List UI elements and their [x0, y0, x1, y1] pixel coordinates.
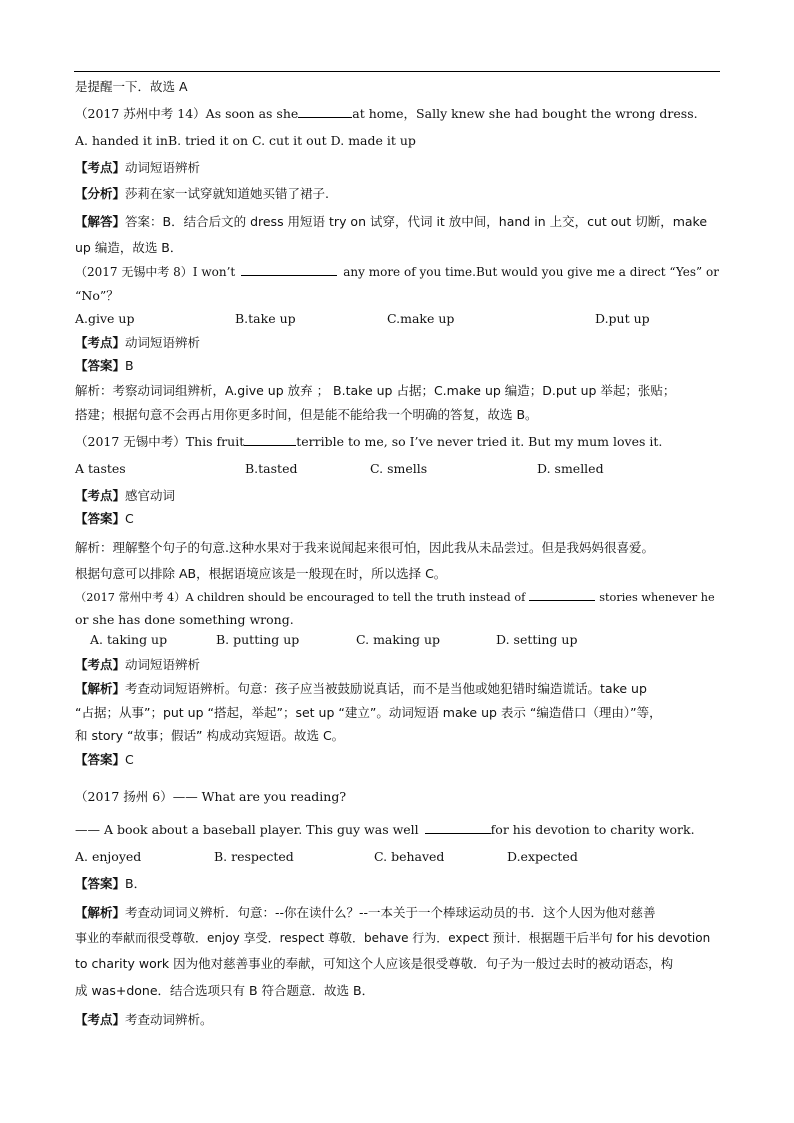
header-rule [74, 71, 720, 72]
question-4-answer [75, 752, 134, 768]
section-tag: 【考点】 [75, 488, 126, 503]
section-tag: 【解答】 [75, 214, 126, 229]
section-text: 莎莉在家一试穿就知道她买错了裙子. [125, 186, 329, 201]
section-text: B [125, 358, 134, 373]
section-text: C [125, 511, 134, 526]
question-1-options: A. handed it inB. tried it on C. cut it out D. made it up [75, 133, 416, 148]
question-text: （2017 常州中考 4）A children should be encouraged to tell the truth instead of [75, 591, 526, 604]
question-4-explanation-cont: “占据；从事”；put up “搭起，举起”；set up “建立”。动词短语 make up 表示 “编造借口（理由）”等， [75, 705, 662, 720]
question-3-explanation-cont: 根据句意可以排除 AB，根据语境应该是一般现在时，所以选择 C。 [75, 566, 447, 581]
section-tag: 【解析】 [75, 681, 126, 696]
question-text: at home，Sally knew she had bought the wrong dress. [352, 106, 698, 121]
question-2-kaodian [75, 335, 200, 351]
section-text: 感官动词 [125, 488, 176, 503]
question-2-explanation-cont: 搭建；根据句意不会再占用你更多时间，但是能不能给我一个明确的答复，故选 B。 [75, 407, 538, 422]
option-c: C. making up [356, 632, 441, 647]
section-text: B． [125, 876, 147, 891]
section-tag: 【答案】 [75, 511, 126, 526]
option-b: B.tasted [245, 461, 298, 476]
question-1-answer [75, 214, 707, 230]
answer-blank [425, 822, 491, 834]
option-d: D.put up [595, 311, 650, 326]
option-d: D.expected [507, 849, 578, 864]
question-5-stem-cont [75, 822, 695, 838]
question-text: —— A book about a baseball player. This guy was well [75, 822, 419, 837]
section-text: 动词短语辨析 [125, 657, 201, 672]
answer-blank [244, 434, 296, 446]
question-text: terrible to me, so I’ve never tried it. But my mum loves it. [296, 434, 663, 449]
option-c: C.make up [387, 311, 455, 326]
section-text: 答案：B．结合后文的 dress 用短语 try on 试穿，代词 it 放中间，hand in 上交，cut out 切断，make [125, 214, 708, 229]
question-4-kaodian [75, 657, 200, 673]
question-4-explanation [75, 681, 647, 697]
text-line: 是提醒一下．故选 A [75, 79, 188, 94]
question-5-explanation [75, 905, 656, 921]
question-text: stories whenever he [599, 591, 715, 604]
answer-blank [241, 264, 337, 276]
section-text: C [125, 752, 134, 767]
section-tag: 【考点】 [75, 1012, 126, 1027]
option-a: A. taking up [90, 632, 168, 647]
question-4-stem [75, 589, 715, 606]
section-tag: 【考点】 [75, 335, 126, 350]
option-a: A tastes [75, 461, 126, 476]
section-text: 考查动词词义辨析．句意：--你在读什么？--一本关于一个棒球运动员的书．这个人因为他对慈善 [125, 905, 656, 920]
section-text: 动词短语辨析 [125, 335, 201, 350]
question-text: （2017 苏州中考 14）As soon as she [75, 106, 299, 121]
question-3-kaodian [75, 488, 175, 504]
option-c: C. smells [370, 461, 428, 476]
section-text: 动词短语辨析 [125, 160, 201, 175]
question-5-explanation-cont: 成 was+done．结合选项只有 B 符合题意．故选 B． [75, 983, 375, 998]
question-4-stem-cont: or she has done something wrong. [75, 612, 294, 627]
question-1-stem [75, 106, 698, 122]
question-2-explanation: 解析：考察动词词组辨析，A.give up 放弃 ； B.take up 占据；C.make up 编造；D.put up 举起；张贴； [75, 383, 676, 398]
section-tag: 【答案】 [75, 358, 126, 373]
answer-blank [529, 589, 595, 601]
question-3-stem [75, 434, 662, 450]
question-text: （2017 无锡中考 8）I won’t [75, 265, 236, 279]
section-tag: 【答案】 [75, 876, 126, 891]
option-d: D. setting up [496, 632, 578, 647]
section-tag: 【考点】 [75, 160, 126, 175]
question-2-answer [75, 358, 134, 374]
section-tag: 【答案】 [75, 752, 126, 767]
option-b: B. putting up [216, 632, 300, 647]
question-5-explanation-cont: 事业的奉献而很受尊敬．enjoy 享受．respect 尊敬．behave 行为．expect 预计．根据题干后半句 for his devotion [75, 931, 711, 945]
question-5-answer [75, 876, 146, 892]
section-tag: 【解析】 [75, 905, 126, 920]
question-1-kaodian [75, 160, 200, 176]
section-text: 考查动词短语辨析。句意：孩子应当被鼓励说真话，而不是当他或她犯错时编造谎话。take up [125, 681, 647, 696]
question-3-explanation: 解析：理解整个句子的句意.这种水果对于我来说闻起来很可怕，因此我从未品尝过。但是我妈妈很喜爱。 [75, 540, 654, 555]
section-tag: 【分析】 [75, 186, 126, 201]
question-text: for his devotion to charity work. [490, 822, 695, 837]
question-text: （2017 无锡中考）This fruit [75, 434, 245, 449]
question-3-answer [75, 511, 134, 527]
question-4-explanation-cont: 和 story “故事；假话” 构成动宾短语。故选 C。 [75, 728, 345, 743]
question-2-stem-cont: “No”？ [75, 288, 119, 303]
question-text: any more of you time.But would you give me a direct “Yes” or [343, 265, 719, 279]
question-1-analysis [75, 186, 329, 202]
question-5-explanation-cont: to charity work 因为他对慈善事业的奉献，可知这个人应该是很受尊敬．句子为一般过去时的被动语态，构 [75, 956, 674, 971]
option-c: C. behaved [374, 849, 445, 864]
answer-blank [298, 106, 352, 118]
section-tag: 【考点】 [75, 657, 126, 672]
option-b: B.take up [235, 311, 296, 326]
option-b: B. respected [214, 849, 294, 864]
option-a: A. enjoyed [75, 849, 142, 864]
question-2-stem [75, 264, 719, 280]
option-d: D. smelled [537, 461, 604, 476]
question-1-answer-cont: up 编造，故选 B． [75, 240, 183, 255]
option-a: A.give up [75, 311, 135, 326]
section-text: 考查动词辨析。 [125, 1012, 213, 1027]
question-5-kaodian [75, 1012, 213, 1028]
question-5-stem: （2017 扬州 6）—— What are you reading? [75, 789, 347, 804]
